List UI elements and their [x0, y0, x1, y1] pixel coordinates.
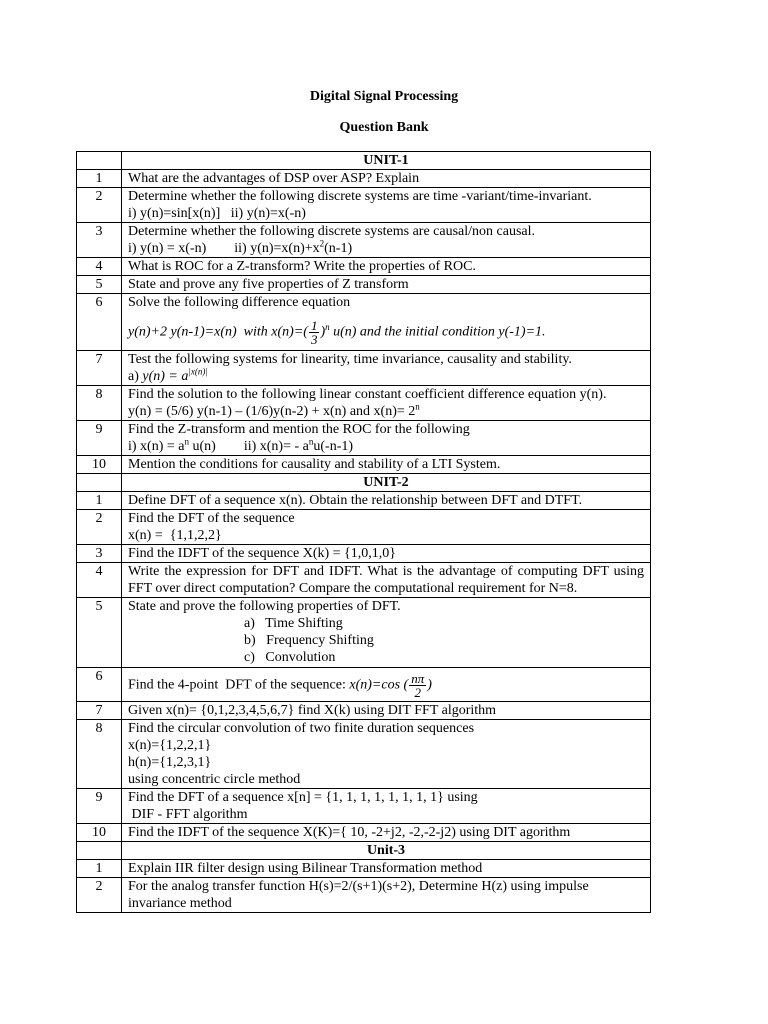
question-row [77, 878, 651, 913]
unit-heading: UNIT-2 [122, 474, 651, 492]
question-number: 9 [77, 421, 122, 456]
question-number: 9 [77, 789, 122, 824]
unit-header-row [77, 842, 651, 860]
question-number: 1 [77, 860, 122, 878]
question-text: Find the DFT of a sequence x[n] = {1, 1, 1, 1, 1, 1, 1, 1} using DIF - FFT algorithm [122, 789, 651, 824]
unit-header-row [77, 474, 651, 492]
question-text: Find the circular convolution of two finite duration sequences x(n)={1,2,2,1} h(n)={1,2,3,1} using concentric circle method [122, 720, 651, 789]
fraction-one-third: $\frac{1}{3}$ [310, 318, 318, 347]
question-number: 2 [77, 510, 122, 545]
question-row [77, 170, 651, 188]
question-row [77, 702, 651, 720]
question-row [77, 276, 651, 294]
question-text: Find the IDFT of the sequence X(K)={ 10, -2+j2, -2,-2-j2) using DIT agorithm [122, 824, 651, 842]
question-row [77, 668, 651, 702]
question-text: What are the advantages of DSP over ASP? Explain [122, 170, 651, 188]
question-number: 7 [77, 702, 122, 720]
question-text: Write the expression for DFT and IDFT. What is the advantage of computing DFT using FFT over direct computation? Compare the computational requirement for N=8. [122, 563, 651, 598]
question-row [77, 421, 651, 456]
question-number: 10 [77, 456, 122, 474]
unit-number-cell [77, 474, 122, 492]
question-number: 1 [77, 492, 122, 510]
question-number: 2 [77, 878, 122, 913]
document-subtitle: Question Bank [339, 120, 429, 135]
list-item: c) Convolution [244, 650, 336, 665]
question-row [77, 294, 651, 351]
question-number: 8 [77, 720, 122, 789]
question-number: 2 [77, 188, 122, 223]
question-row [77, 351, 651, 386]
question-number: 3 [77, 545, 122, 563]
question-text: Test the following systems for linearity, time invariance, causality and stability. a) $y(n) = a^{|x(n)|}$ [122, 351, 651, 386]
question-row [77, 386, 651, 421]
question-row [77, 545, 651, 563]
question-row [77, 510, 651, 545]
question-row [77, 563, 651, 598]
question-row [77, 789, 651, 824]
question-text: State and prove any five properties of Z transform [122, 276, 651, 294]
question-text: Find the 4-point DFT of the sequence: x(n)=cos ( $\frac{n\pi}{2}$ ) [122, 668, 651, 702]
question-text: Define DFT of a sequence x(n). Obtain the relationship between DFT and DTFT. [122, 492, 651, 510]
question-text: Find the solution to the following linear constant coefficient difference equation y(n). y(n) = (5/6) y(n-1) – (1/6)y(n-2) + x(n) and $x(n)= 2^n$ [122, 386, 651, 421]
question-text: For the analog transfer function H(s)=2/(s+1)(s+2), Determine H(z) using impulse invariance method [122, 878, 651, 913]
question-text: Determine whether the following discrete systems are causal/non causal. i) y(n) = x(-n) ii) $y(n)=x(n)+x^2(n-1)$ [122, 223, 651, 258]
question-text: Given x(n)= {0,1,2,3,4,5,6,7} find X(k) using DIT FFT algorithm [122, 702, 651, 720]
list-item: b) Frequency Shifting [244, 633, 374, 648]
question-number: 6 [77, 294, 122, 351]
property-list [244, 615, 644, 666]
list-item: a) Time Shifting [244, 616, 343, 631]
question-row [77, 223, 651, 258]
question-text: Solve the following difference equation y(n)+2 y(n-1)=x(n) with x(n)=( $\frac{1}{3}$ )$^n$ u(n) and the initial condition y(-1)=1. [122, 294, 651, 351]
unit-heading: Unit-3 [122, 842, 651, 860]
question-text: State and prove the following properties of DFT. a) Time Shifting b) Frequency Shifting c) Convolution [122, 598, 651, 668]
question-row [77, 860, 651, 878]
question-number: 5 [77, 598, 122, 668]
question-number: 6 [77, 668, 122, 702]
question-number: 10 [77, 824, 122, 842]
question-number: 4 [77, 563, 122, 598]
question-number: 7 [77, 351, 122, 386]
question-number: 5 [77, 276, 122, 294]
unit-number-cell [77, 842, 122, 860]
question-number: 4 [77, 258, 122, 276]
question-text: What is ROC for a Z-transform? Write the properties of ROC. [122, 258, 651, 276]
question-row [77, 492, 651, 510]
document-title: Digital Signal Processing [309, 89, 459, 104]
question-number: 8 [77, 386, 122, 421]
question-text: Mention the conditions for causality and stability of a LTI System. [122, 456, 651, 474]
question-text: Determine whether the following discrete systems are time -variant/time-invariant. i) y(n)=sin[x(n)] ii) y(n)=x(-n) [122, 188, 651, 223]
question-row [77, 188, 651, 223]
question-text: Find the Z-transform and mention the ROC for the following i) $x(n) = a^n$ u(n) ii) $x(n)= - a^nu(-n-1)$ [122, 421, 651, 456]
question-number: 1 [77, 170, 122, 188]
question-table [76, 151, 651, 913]
unit-header-row [77, 152, 651, 170]
question-row [77, 824, 651, 842]
question-row [77, 720, 651, 789]
question-text: Explain IIR filter design using Bilinear Transformation method [122, 860, 651, 878]
unit-number-cell [77, 152, 122, 170]
question-text: Find the DFT of the sequence x(n) = {1,1,2,2} [122, 510, 651, 545]
question-row [77, 456, 651, 474]
fraction-n-pi-over-2: $\frac{n\pi}{2}$ [411, 671, 425, 700]
question-row [77, 598, 651, 668]
question-number: 3 [77, 223, 122, 258]
unit-heading: UNIT-1 [122, 152, 651, 170]
question-row [77, 258, 651, 276]
question-text: Find the IDFT of the sequence X(k) = {1,0,1,0} [122, 545, 651, 563]
